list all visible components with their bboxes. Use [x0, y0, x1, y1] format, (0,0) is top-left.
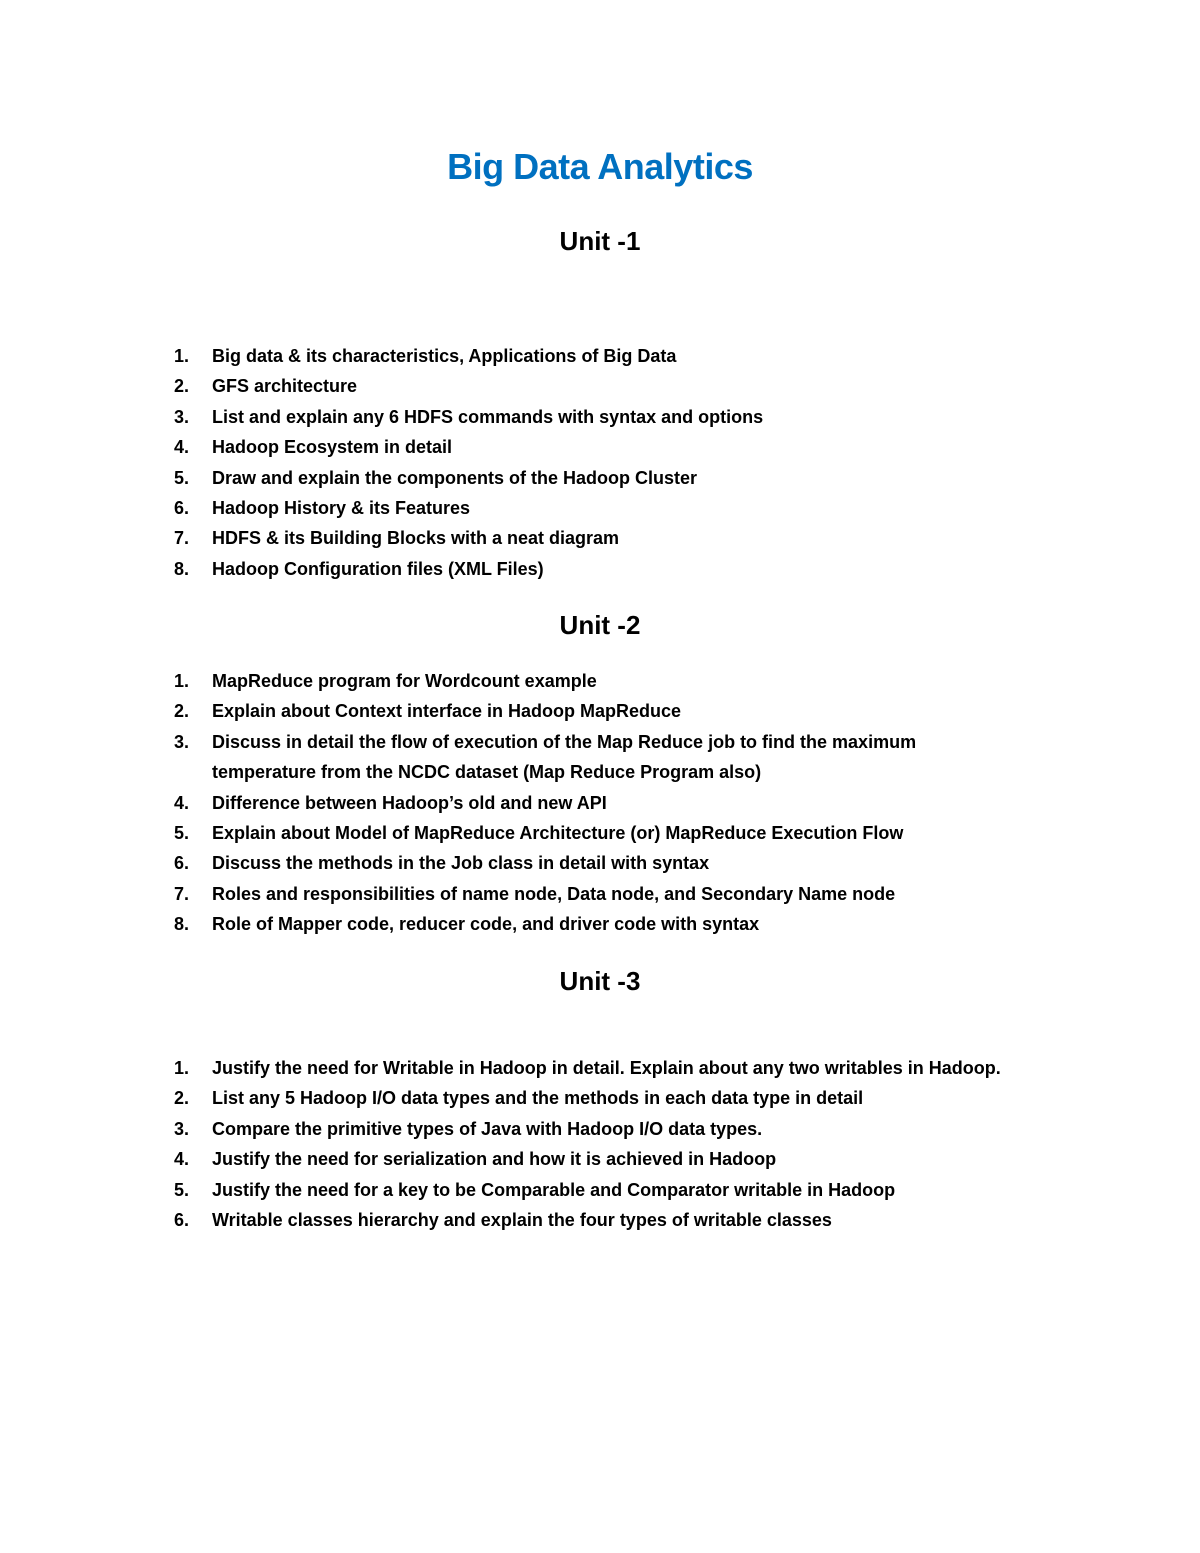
list-item [174, 1114, 1074, 1144]
list-item-text: Hadoop History & its Features [212, 498, 471, 519]
unit-1-question-list [174, 341, 1074, 584]
list-item [174, 493, 1074, 523]
list-item-number: 7. [174, 528, 190, 549]
list-item-number: 6. [174, 1210, 190, 1231]
list-item-number: 4. [174, 792, 190, 813]
unit-3-heading: Unit -3 [559, 966, 641, 996]
list-item-text: Compare the primitive types of Java with Hadoop I/O data types. [212, 1118, 763, 1139]
document-title: Big Data Analytics [447, 146, 753, 187]
list-item-number: 7. [174, 883, 190, 904]
list-item-number: 3. [174, 1118, 190, 1139]
list-item [174, 696, 1074, 726]
list-item-text: Explain about Context interface in Hadoop MapReduce [212, 701, 682, 722]
list-item-text: Justify the need for a key to be Comparable and Comparator writable in Hadoop [212, 1179, 896, 1200]
list-item [174, 879, 1074, 909]
list-item [174, 666, 1074, 696]
list-item-number: 5. [174, 1179, 190, 1200]
list-item-number: 2. [174, 376, 190, 397]
list-item-number: 3. [174, 406, 190, 427]
unit-3-question-list [174, 1053, 1074, 1235]
list-item-number: 5. [174, 467, 190, 488]
list-item-text: MapReduce program for Wordcount example [212, 671, 597, 691]
list-item [174, 848, 1074, 878]
list-item [174, 341, 1074, 371]
unit-2-heading: Unit -2 [559, 610, 641, 640]
list-item [174, 1144, 1074, 1174]
list-item [174, 727, 972, 788]
list-item-number: 8. [174, 914, 190, 935]
list-item [174, 523, 1074, 553]
list-item-number: 2. [174, 1088, 190, 1109]
list-item-number: 3. [174, 731, 190, 752]
list-item-text: Justify the need for Writable in Hadoop in detail. Explain about any two writables in Hadoop. [212, 1058, 1001, 1078]
list-item-number: 6. [174, 853, 190, 874]
list-item-number: 4. [174, 1149, 190, 1170]
list-item-number: 2. [174, 701, 190, 722]
list-item-number: 8. [174, 558, 190, 579]
list-item-text: GFS architecture [212, 376, 358, 397]
list-item-text: Big data & its characteristics, Applications of Big Data [212, 346, 677, 366]
list-item-text: HDFS & its Building Blocks with a neat diagram [212, 528, 620, 549]
list-item-number: 1. [174, 671, 190, 691]
list-item [174, 402, 1074, 432]
list-item [174, 463, 1074, 493]
list-item [174, 1083, 1074, 1113]
list-item [174, 371, 1074, 401]
list-item-text: Roles and responsibilities of name node, Data node, and Secondary Name node [212, 883, 896, 904]
list-item-number: 4. [174, 437, 190, 458]
list-item [174, 788, 1074, 818]
list-item [174, 1053, 1074, 1083]
list-item-text: Writable classes hierarchy and explain the four types of writable classes [212, 1210, 832, 1231]
list-item-number: 1. [174, 1058, 190, 1078]
list-item-text: Justify the need for serialization and how it is achieved in Hadoop [212, 1149, 777, 1170]
list-item [174, 1205, 1074, 1235]
list-item [174, 909, 1074, 939]
unit-1-heading: Unit -1 [559, 226, 641, 256]
list-item-text: Role of Mapper code, reducer code, and driver code with syntax [212, 914, 760, 935]
list-item-text: Hadoop Ecosystem in detail [212, 437, 453, 458]
list-item-text: Difference between Hadoop’s old and new API [212, 792, 607, 813]
list-item [174, 432, 1074, 462]
list-item [174, 1175, 1074, 1205]
list-item [174, 554, 1074, 584]
list-item-text: Explain about Model of MapReduce Architecture (or) MapReduce Execution Flow [212, 823, 904, 844]
list-item-text: Hadoop Configuration files (XML Files) [212, 558, 544, 579]
list-item-text: Discuss the methods in the Job class in detail with syntax [212, 853, 710, 874]
unit-2-question-list [174, 666, 1074, 940]
list-item-text: List and explain any 6 HDFS commands with syntax and options [212, 406, 764, 427]
list-item-number: 5. [174, 823, 190, 844]
list-item-text: Discuss in detail the flow of execution of the Map Reduce job to find the maximum temperature from the NCDC dataset (Map Reduce Program also) [212, 731, 917, 783]
list-item-number: 1. [174, 346, 190, 366]
list-item-text: Draw and explain the components of the Hadoop Cluster [212, 467, 698, 488]
list-item [174, 818, 1074, 848]
list-item-number: 6. [174, 498, 190, 519]
list-item-text: List any 5 Hadoop I/O data types and the methods in each data type in detail [212, 1088, 864, 1109]
